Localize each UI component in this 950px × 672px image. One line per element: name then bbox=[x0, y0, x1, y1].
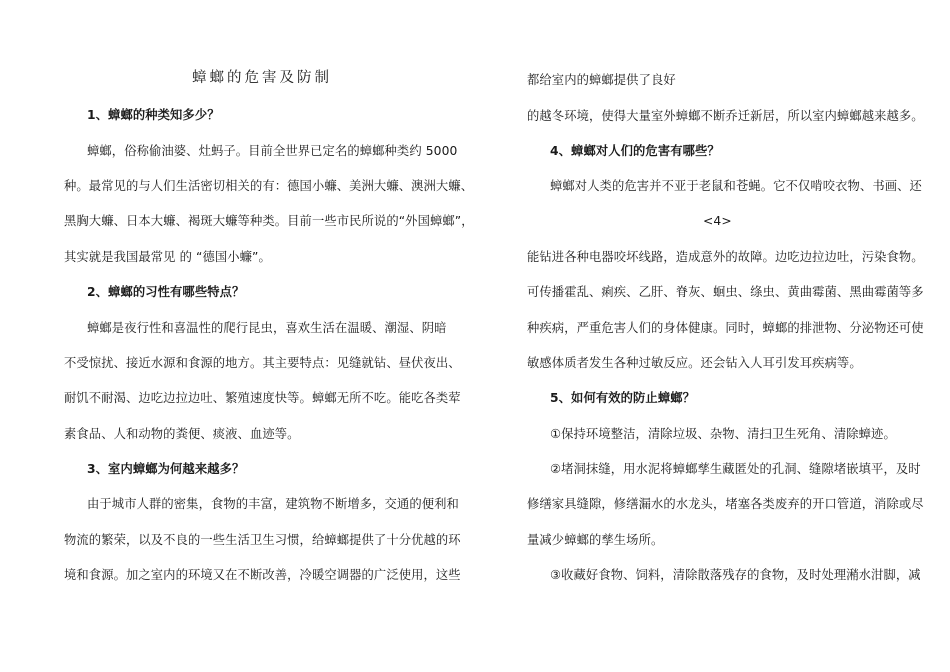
paragraph-line: 黑胸大蠊、日本大蠊、褐斑大蠊等种类。目前一些市民所说的“外国蟑螂”， bbox=[64, 214, 474, 228]
paragraph-line: ②堵洞抹缝，用水泥将蟑螂孳生藏匿处的孔洞、缝隙堵嵌填平，及时 bbox=[550, 462, 921, 476]
paragraph-line: 修缮家具缝隙，修缮漏水的水龙头，堵塞各类废弃的开口管道，消除或尽 bbox=[527, 497, 924, 511]
paragraph-line: 量减少蟑螂的孳生场所。 bbox=[527, 533, 664, 547]
paragraph-line: 蟑螂对人类的危害并不亚于老鼠和苍蝇。它不仅啃咬衣物、书画、还 bbox=[550, 179, 922, 193]
section-heading-q3: 3、室内蟑螂为何越来越多？ bbox=[87, 462, 245, 476]
paragraph-line: 都给室内的蟑螂提供了良好 bbox=[527, 73, 676, 87]
paragraph-line: 敏感体质者发生各种过敏反应。还会钻入人耳引发耳疾病等。 bbox=[527, 356, 862, 370]
paragraph-line: 的越冬环境，使得大量室外蟑螂不断乔迁新居，所以室内蟑螂越来越多。 bbox=[527, 109, 924, 123]
page-number: <4> bbox=[703, 214, 732, 228]
paragraph-line: 物流的繁荣，以及不良的一些生活卫生习惯，给蟑螂提供了十分优越的环 bbox=[64, 533, 461, 547]
section-heading-q4: 4、蟑螂对人们的危害有哪些？ bbox=[550, 144, 720, 158]
paragraph-line: 蟑螂是夜行性和喜温性的爬行昆虫，喜欢生活在温暖、潮湿、阴暗 bbox=[87, 321, 447, 335]
paragraph-line: 种疾病，严重危害人们的身体健康。同时，蟑螂的排泄物、分泌物还可使 bbox=[527, 321, 924, 335]
paragraph-line: 蟑螂，俗称偷油婆、灶蚂子。目前全世界已定名的蟑螂种类约 5000 bbox=[87, 144, 458, 158]
paragraph-line: 耐饥不耐渴、边吃边拉边吐、繁殖速度快等。蟑螂无所不吃。能吃各类荤 bbox=[64, 391, 461, 405]
paragraph-line: 不受惊扰、接近水源和食源的地方。其主要特点：见缝就钻、昼伏夜出、 bbox=[64, 356, 461, 370]
section-heading-q5: 5、如何有效的防止蟑螂？ bbox=[550, 391, 696, 405]
document-title: 蟑螂的危害及防制 bbox=[192, 70, 332, 86]
paragraph-line: ③收藏好食物、饲料，清除散落残存的食物，及时处理潲水泔脚，减 bbox=[550, 568, 921, 582]
section-heading-q2: 2、蟑螂的习性有哪些特点？ bbox=[87, 285, 245, 299]
paragraph-line: 可传播霍乱、痢疾、乙肝、脊灰、蛔虫、绦虫、黄曲霉菌、黑曲霉菌等多 bbox=[527, 285, 924, 299]
paragraph-line: 其实就是我国最常见 的 “德国小蠊”。 bbox=[64, 250, 271, 264]
paragraph-line: 种。最常见的与人们生活密切相关的有：德国小蠊、美洲大蠊、澳洲大蠊、 bbox=[64, 179, 474, 193]
paragraph-line: 境和食源。加之室内的环境又在不断改善，冷暖空调器的广泛使用，这些 bbox=[64, 568, 461, 582]
paragraph-line: 由于城市人群的密集，食物的丰富，建筑物不断增多，交通的便利和 bbox=[87, 497, 459, 511]
paragraph-line: 素食品、人和动物的粪便、痰液、血迹等。 bbox=[64, 427, 300, 441]
paragraph-line: ①保持环境整洁，清除垃圾、杂物、清扫卫生死角、清除蟑迹。 bbox=[550, 427, 896, 441]
paragraph-line: 能钻进各种电器咬坏线路，造成意外的故障。边吃边拉边吐，污染食物。 bbox=[527, 250, 924, 264]
section-heading-q1: 1、蟑螂的种类知多少？ bbox=[87, 108, 220, 122]
